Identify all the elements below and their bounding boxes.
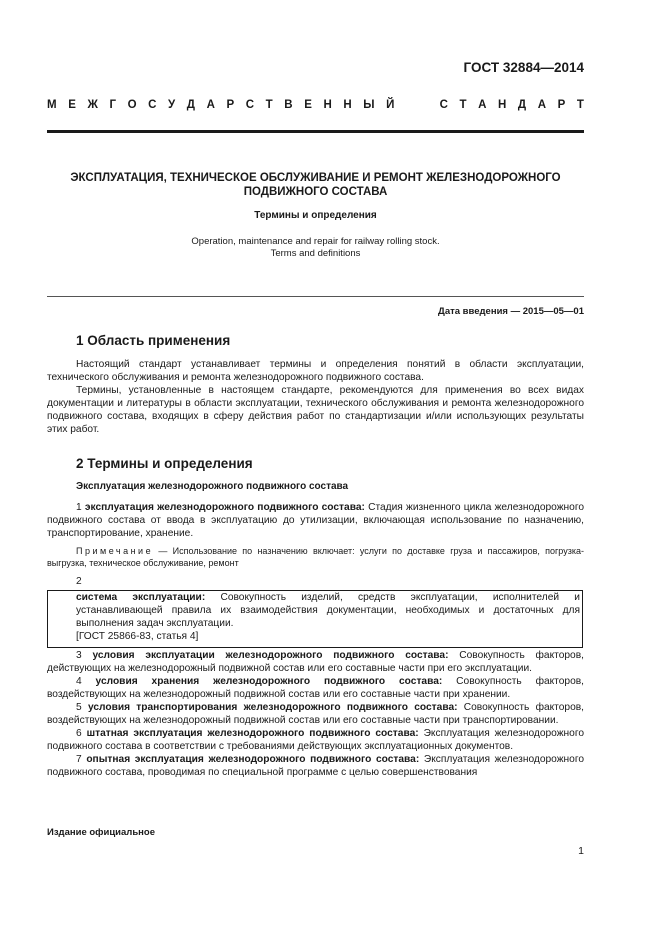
term-6-definition: Эксплуатация железнодорожного подвижного состава в соответствии с требованиями действующих эксплуатационных документов. [47, 728, 584, 752]
note-text: — Использование по назначению включает: услуги по доставке груза и пассажиров, погрузка-выгрузка, техническое обслуживание, ремонт [47, 546, 584, 568]
document-title [60, 171, 571, 199]
term-1-term: эксплуатация железнодорожного подвижного состава: [84, 502, 365, 513]
banner-letter: Ы [363, 99, 375, 111]
term-7-definition: Эксплуатация железнодорожного подвижного состава, проводимая по специальной программе с целью совершенствования [47, 754, 585, 778]
term-4: 4 условия хранения железнодорожного подвижного состава: Совокупность факторов, воздействующих на железнодорожный подвижной состав или его составные части при хранении. [47, 676, 584, 700]
header-rule [47, 130, 584, 133]
term-3: 3 условия эксплуатации железнодорожного подвижного состава: Совокупность факторов, действующих на железнодорожный подвижной состав или его составные части при его эксплуатации. [47, 650, 584, 674]
term-2-quoted-box [47, 590, 583, 648]
term-1 [47, 501, 584, 540]
banner-letter: Д [517, 99, 527, 111]
term-1-note [47, 545, 584, 569]
official-edition-label: Издание официальное [47, 827, 155, 838]
note-label: Примечание [76, 546, 154, 556]
banner-letter: Н [323, 99, 332, 111]
term-6-term: штатная эксплуатация железнодорожного подвижного состава: [86, 728, 419, 739]
term-7-term: опытная эксплуатация железнодорожного подвижного состава: [86, 754, 420, 765]
banner-letter: Г [109, 99, 116, 111]
banner-letter: Й [386, 99, 395, 111]
banner-letter: Д [186, 99, 195, 111]
term-7: 7 опытная эксплуатация железнодорожного подвижного состава: Эксплуатация железнодорожного подвижного состава, проводимая по специальной программе с целью совершенствования [47, 754, 585, 778]
term-5-definition: Совокупность факторов, воздействующих на железнодорожный подвижной состав или его составные части при транспортировании. [47, 702, 584, 726]
banner-letter: Т [265, 99, 273, 111]
banner-letter: У [168, 99, 176, 111]
banner-letter: О [127, 99, 137, 111]
banner-letter: А [478, 99, 487, 111]
document-code: ГОСТ 32884—2014 [463, 60, 584, 75]
term-4-term: условия хранения железнодорожного подвижного состава: [95, 676, 443, 687]
banner-letter: В [284, 99, 293, 111]
section-1-paragraph-1: Настоящий стандарт устанавливает термины и определения понятий в области эксплуатации, технического обслуживания и ремонта железнодорожного подвижного состава. [47, 359, 584, 383]
term-5: 5 условия транспортирования железнодорожного подвижного состава: Совокупность факторов, воздействующих на железнодорожный подвижной состав или его составные части при транспортировании. [47, 702, 584, 726]
banner-letter: С [245, 99, 255, 111]
term-2-number-line [47, 575, 584, 588]
title-rule [47, 296, 584, 297]
term-6: 6 штатная эксплуатация железнодорожного подвижного состава: Эксплуатация железнодорожного подвижного состава в соответствии с требованиями действующих эксплуатационных документов. [47, 728, 584, 752]
banner-letter: Н [343, 99, 352, 111]
terms-3-7 [47, 649, 584, 779]
term-2-term: система эксплуатации: [76, 592, 206, 603]
banner-gap [406, 99, 428, 111]
banner-letter: М [47, 99, 57, 111]
interstate-standard-banner [47, 99, 584, 111]
term-2-reference: [ГОСТ 25866-83, статья 4] [76, 631, 199, 642]
section-2-heading: 2 Термины и определения [76, 456, 253, 471]
term-2-number: 2 [76, 576, 82, 587]
banner-letter: Т [459, 99, 467, 111]
english-title [60, 236, 571, 260]
section-1-body [47, 358, 584, 436]
banner-letter: С [148, 99, 157, 111]
page-number: 1 [578, 845, 584, 857]
banner-letter: Р [557, 99, 566, 111]
term-3-term: условия эксплуатации железнодорожного подвижного состава: [92, 650, 449, 661]
term-1-number: 1 [76, 502, 82, 513]
title-line-1: ЭКСПЛУАТАЦИЯ, ТЕХНИЧЕСКОЕ ОБСЛУЖИВАНИЕ И РЕМОНТ ЖЕЛЕЗНОДОРОЖНОГО [70, 172, 561, 184]
banner-letter: Н [498, 99, 507, 111]
section-1-heading: 1 Область применения [76, 333, 231, 348]
term-2-definition: Совокупность изделий, средств эксплуатации, исполнителей и устанавливающей правила их взаимодействия документации, необходимых и достаточных для выполнения задач эксплуатации. [76, 592, 580, 629]
title-line-2: ПОДВИЖНОГО СОСТАВА [243, 186, 388, 198]
banner-letter: С [439, 99, 448, 111]
banner-letter: А [206, 99, 215, 111]
banner-letter: Е [68, 99, 76, 111]
english-title-line-2: Terms and definitions [270, 248, 361, 259]
term-1-definition: Стадия жизненного цикла железнодорожного подвижного состава от ввода в эксплуатацию до утилизации, включающая использование по назначению, транспортирование, хранение. [47, 502, 584, 539]
section-2-subheading: Эксплуатация железнодорожного подвижного состава [76, 481, 349, 492]
term-5-term: условия транспортирования железнодорожного подвижного состава: [87, 702, 458, 713]
banner-letter: Р [226, 99, 235, 111]
document-subtitle: Термины и определения [254, 210, 377, 221]
banner-letter: Ж [87, 99, 98, 111]
english-title-line-1: Operation, maintenance and repair for railway rolling stock. [191, 236, 440, 247]
banner-letter: Е [304, 99, 312, 111]
term-3-definition: Совокупность факторов, действующих на железнодорожный подвижной состав или его составные части при его эксплуатации. [47, 650, 584, 674]
banner-letter: А [537, 99, 547, 111]
term-4-definition: Совокупность факторов, воздействующих на железнодорожный подвижной состав или его составные части при хранении. [47, 676, 584, 700]
banner-letter: Т [576, 99, 584, 111]
section-1-paragraph-2: Термины, установленные в настоящем стандарте, рекомендуются для применения во всех видах документации и литературы в области эксплуатации, технического обслуживания и ремонта железнодорожного подвижного состава, входящих в сферу действия работ по стандартизации и/или использующих результаты этих работ. [47, 385, 584, 435]
effective-date: Дата введения — 2015—05—01 [438, 306, 584, 317]
